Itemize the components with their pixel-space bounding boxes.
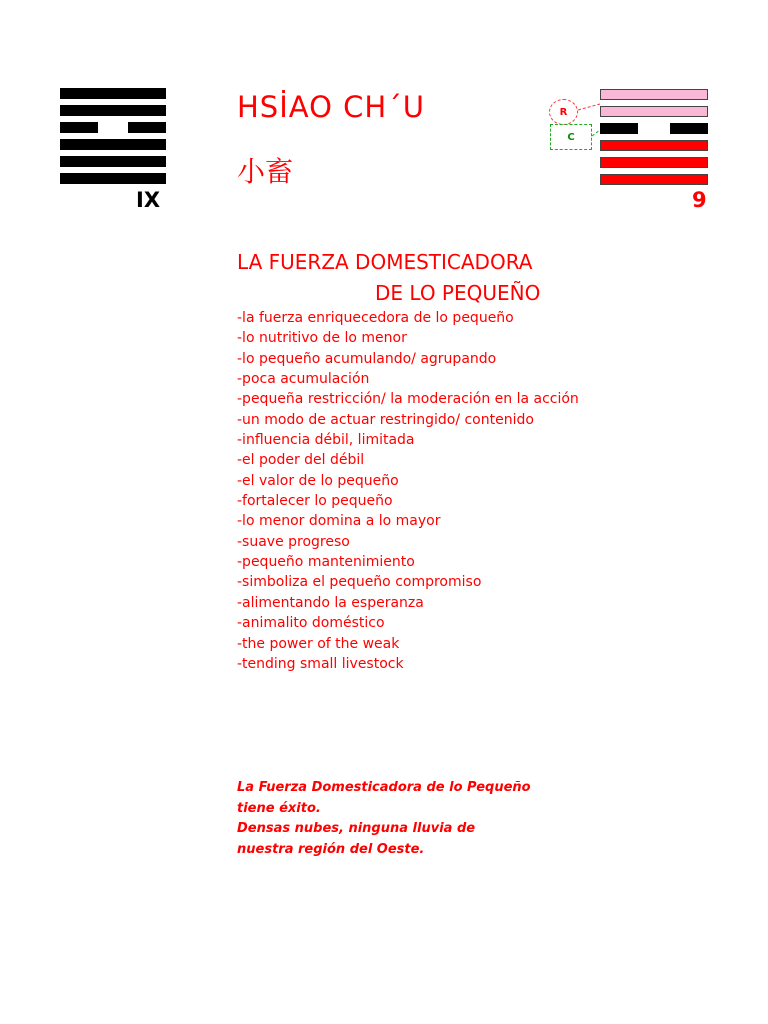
judgement-line: Densas nubes, ninguna lluvia de <box>237 821 476 836</box>
meaning-item: -lo nutritivo de lo menor <box>237 330 407 347</box>
hexagram-right-line-6 <box>600 174 708 185</box>
meaning-item: -influencia débil, limitada <box>237 432 415 449</box>
judgement-line: tiene éxito. <box>237 800 321 816</box>
roman-numeral: IX <box>136 188 161 212</box>
meaning-item: -lo menor domina a lo mayor <box>237 513 441 530</box>
meaning-item: -la fuerza enriquecedora de lo pequeño <box>237 310 514 326</box>
meaning-item: -el valor de lo pequeño <box>237 472 399 489</box>
meaning-item: -fortalecer lo pequeño <box>237 493 393 510</box>
ruler-marker: R <box>549 99 578 125</box>
constituent-marker: C <box>550 124 592 150</box>
hexagram-line-1 <box>60 88 166 99</box>
hexagram-line-5 <box>60 156 166 167</box>
chinese-title: 小畜 <box>237 155 294 188</box>
meaning-item: -el poder del débil <box>237 452 365 469</box>
hexagram-line-6 <box>60 173 166 184</box>
hexagram-right-line-4 <box>600 140 708 151</box>
meaning-item: -pequeña restricción/ la moderación en la acción <box>237 391 579 408</box>
meaning-item: -animalito doméstico <box>237 615 385 632</box>
page-title: HSİAO CH´U <box>237 90 425 124</box>
judgement-line: La Fuerza Domesticadora de lo Pequeño <box>237 780 531 795</box>
meaning-item: -un modo de actuar restringido/ contenido <box>237 411 534 428</box>
meaning-item: -simboliza el pequeño compromiso <box>237 574 482 591</box>
meaning-item: -alimentando la esperanza <box>237 594 424 611</box>
hexagram-line-3-broken <box>60 122 166 133</box>
meaning-item: -the power of the weak <box>237 635 400 652</box>
hexagram-line-2 <box>60 105 166 116</box>
subtitle-line-1: LA FUERZA DOMESTICADORA <box>237 250 533 274</box>
hexagram-right-line-1 <box>600 89 708 100</box>
meanings-list <box>237 308 579 674</box>
meaning-item: -suave progreso <box>237 533 350 550</box>
hexagram-line-4 <box>60 139 166 150</box>
meaning-item: -pequeño mantenimiento <box>237 554 415 571</box>
meaning-item: -poca acumulación <box>237 371 370 388</box>
hexagram-right-line-2 <box>600 106 708 117</box>
judgement-text <box>237 778 531 860</box>
hexagram-number: 9 <box>692 188 707 212</box>
hexagram-right-line-3-broken <box>600 123 708 134</box>
meaning-item: -lo pequeño acumulando/ agrupando <box>237 350 497 367</box>
subtitle-line-2: DE LO PEQUEÑO <box>375 281 541 305</box>
meaning-item: -tending small livestock <box>237 655 404 672</box>
hexagram-left <box>60 88 166 184</box>
hexagram-right <box>600 89 708 185</box>
judgement-line: nuestra región del Oeste. <box>237 841 425 857</box>
hexagram-right-line-5 <box>600 157 708 168</box>
